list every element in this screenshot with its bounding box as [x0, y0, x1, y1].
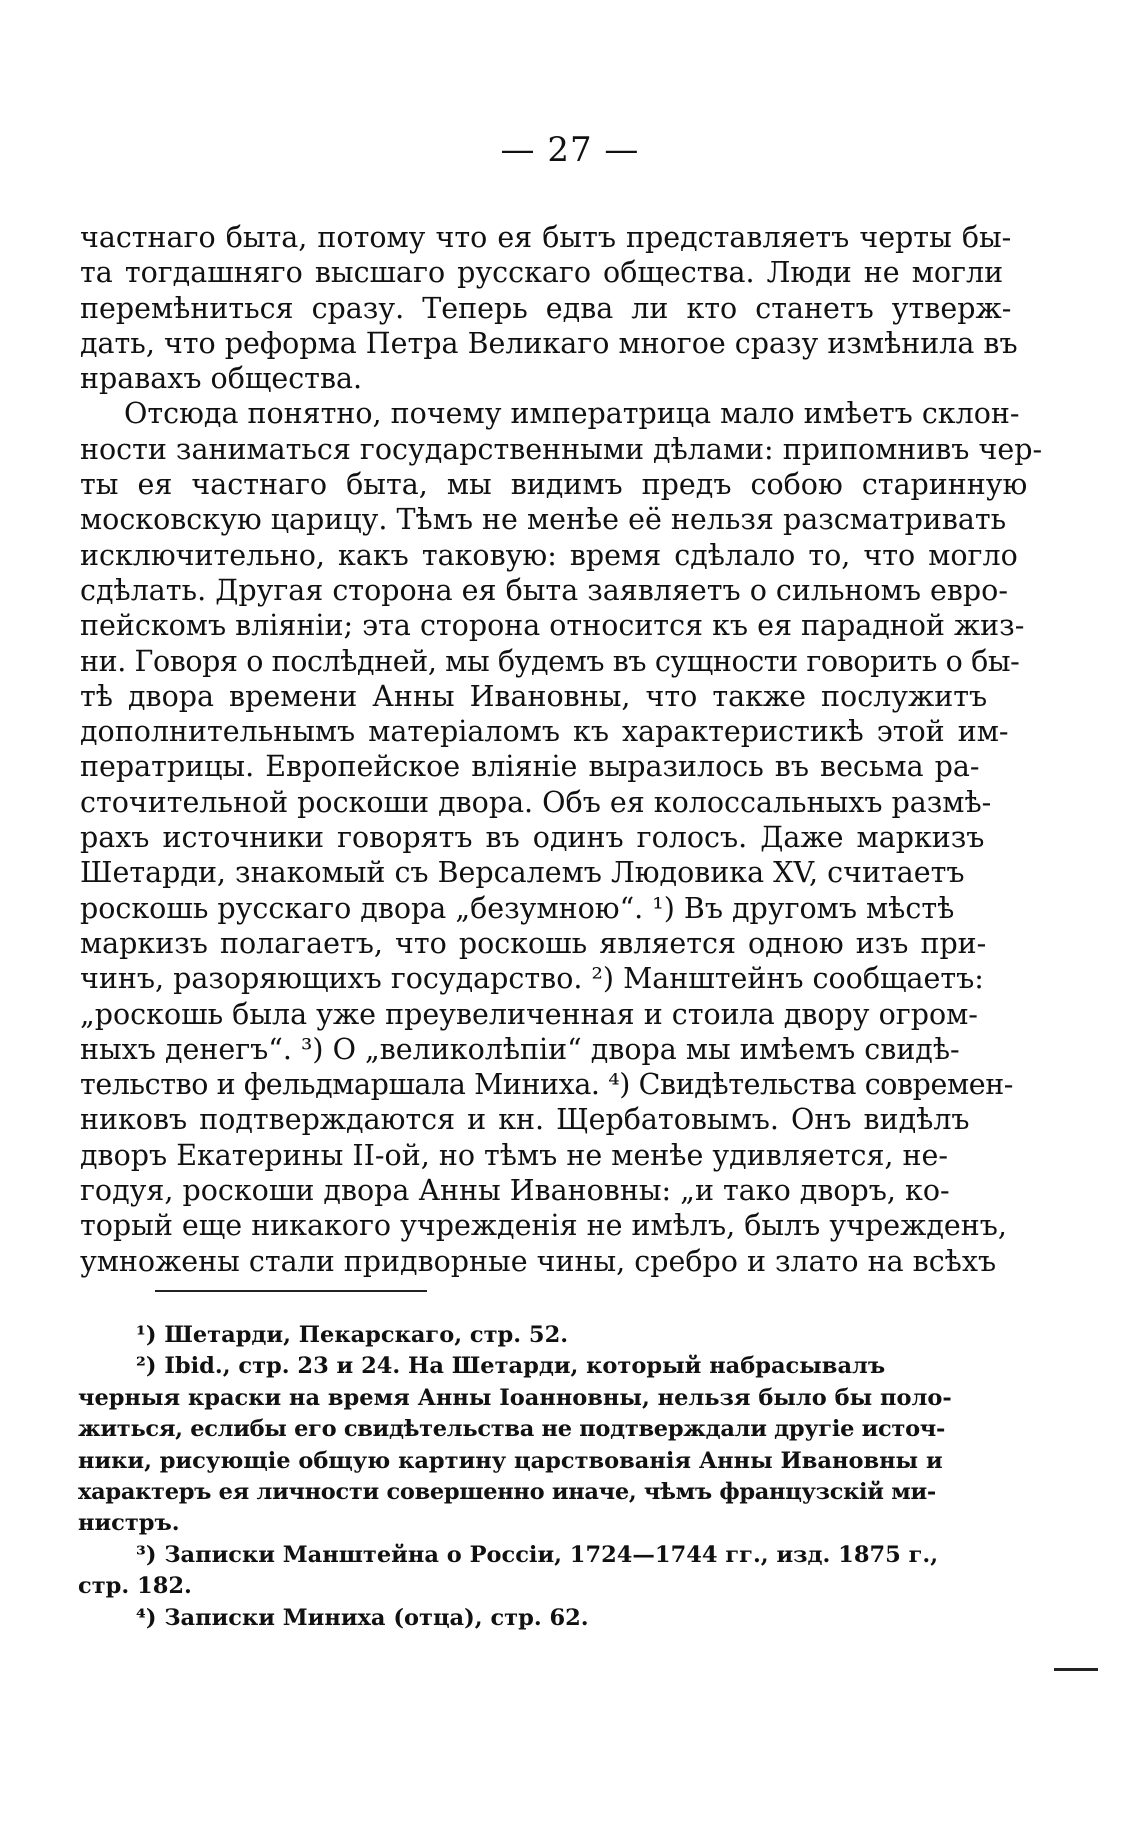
text-line: роскошь русскаго двора „безумною“. ¹) Въ другомъ мѣстѣ	[80, 891, 955, 925]
footnote-divider	[155, 1290, 427, 1292]
body-text	[80, 220, 1043, 1279]
text-line: перемѣниться сразу. Теперь едва ли кто станетъ утверж-	[80, 291, 1012, 325]
text-line: ператрицы. Европейское вліяніе выразилось въ весьма ра-	[80, 750, 980, 784]
text-line: никовъ подтверждаются и кн. Щербатовымъ. Онъ видѣлъ	[80, 1103, 970, 1137]
text-line: ты ея частнаго быта, мы видимъ предъ собою старинную	[80, 468, 1028, 502]
text-line: дворъ Екатерины II-ой, но тѣмъ не менѣе удивляется, не-	[80, 1138, 949, 1172]
text-line: умножены стали придворные чины, сребро и злато на всѣхъ	[80, 1244, 997, 1278]
text-line: ни. Говоря о послѣдней, мы будемъ въ сущности говорить о бы-	[80, 644, 1020, 678]
text-line: тельство и фельдмаршала Миниха. ⁴) Свидѣтельства современ-	[80, 1068, 1014, 1102]
footnote-line: ²) Ibid., стр. 23 и 24. На Шетарди, который набрасывалъ	[136, 1353, 886, 1380]
footnote-line: ники, рисующіе общую картину царствованія Анны Ивановны и	[78, 1447, 943, 1474]
text-line: Шетарди, знакомый съ Версалемъ Людовика XV, считаетъ	[80, 856, 965, 890]
text-line: тѣ двора времени Анны Ивановны, что также послужитъ	[80, 679, 988, 713]
text-line: ности заниматься государственными дѣлами: припомнивъ чер-	[80, 432, 1043, 466]
text-line: сточительной роскоши двора. Объ ея колоссальныхъ размѣ-	[80, 785, 992, 819]
footnote-line: характеръ ея личности совершенно иначе, чѣмъ французскій ми-	[78, 1478, 936, 1505]
text-line: московскую царицу. Тѣмъ не менѣе её нельзя разсматривать	[80, 503, 1007, 537]
text-line: „роскошь была уже преувеличенная и стоила двору огром-	[80, 997, 978, 1031]
page-number: — 27 —	[500, 130, 640, 170]
text-line: сдѣлать. Другая сторона ея быта заявляетъ о сильномъ евро-	[80, 573, 1008, 607]
footnotes	[78, 1320, 978, 1634]
text-line: пейскомъ вліяніи; эта сторона относится къ ея парадной жиз-	[80, 609, 1025, 643]
text-line: исключительно, какъ таковую: время сдѣлало то, что могло	[80, 538, 1018, 572]
text-line: рахъ источники говорятъ въ одинъ голосъ. Даже маркизъ	[80, 821, 985, 855]
footnote-line: черныя краски на время Анны Іоанновны, нельзя было бы поло-	[78, 1384, 952, 1411]
text-line: Отсюда понятно, почему императрица мало имѣетъ склон-	[124, 397, 1020, 431]
text-line: дополнительнымъ матеріаломъ къ характеристикѣ этой им-	[80, 715, 1009, 749]
text-line: нравахъ общества.	[80, 362, 363, 396]
footnote-line: стр. 182.	[78, 1573, 192, 1600]
text-line: та тогдашняго высшаго русскаго общества. Люди не могли	[80, 256, 1004, 290]
text-line: маркизъ полагаетъ, что роскошь является одною изъ при-	[80, 926, 987, 960]
text-line: чинъ, разоряющихъ государство. ²) Манштейнъ сообщаетъ:	[80, 962, 984, 996]
text-line: годуя, роскоши двора Анны Ивановны: „и тако дворъ, ко-	[80, 1174, 950, 1208]
text-line: дать, что реформа Петра Великаго многое сразу измѣнила въ	[80, 326, 1018, 360]
footnote-line: ³) Записки Манштейна о Россіи, 1724—1744 гг., изд. 1875 г.,	[136, 1541, 939, 1568]
footnote-line: нистръ.	[78, 1510, 180, 1537]
footnote-line: ¹) Шетарди, Пекарскаго, стр. 52.	[136, 1322, 569, 1348]
text-line: частнаго быта, потому что ея бытъ представляетъ черты бы-	[80, 221, 1012, 254]
text-line: ныхъ денегъ“. ³) О „великолѣпіи“ двора мы имѣемъ свидѣ-	[80, 1032, 960, 1066]
margin-mark	[1054, 1668, 1098, 1671]
footnote-line: ⁴) Записки Миниха (отца), стр. 62.	[136, 1604, 589, 1631]
text-line: торый еще никакого учрежденія не имѣлъ, былъ учрежденъ,	[80, 1209, 1007, 1243]
footnote-line: житься, еслибы его свидѣтельства не подтверждали другіе источ-	[78, 1416, 945, 1443]
